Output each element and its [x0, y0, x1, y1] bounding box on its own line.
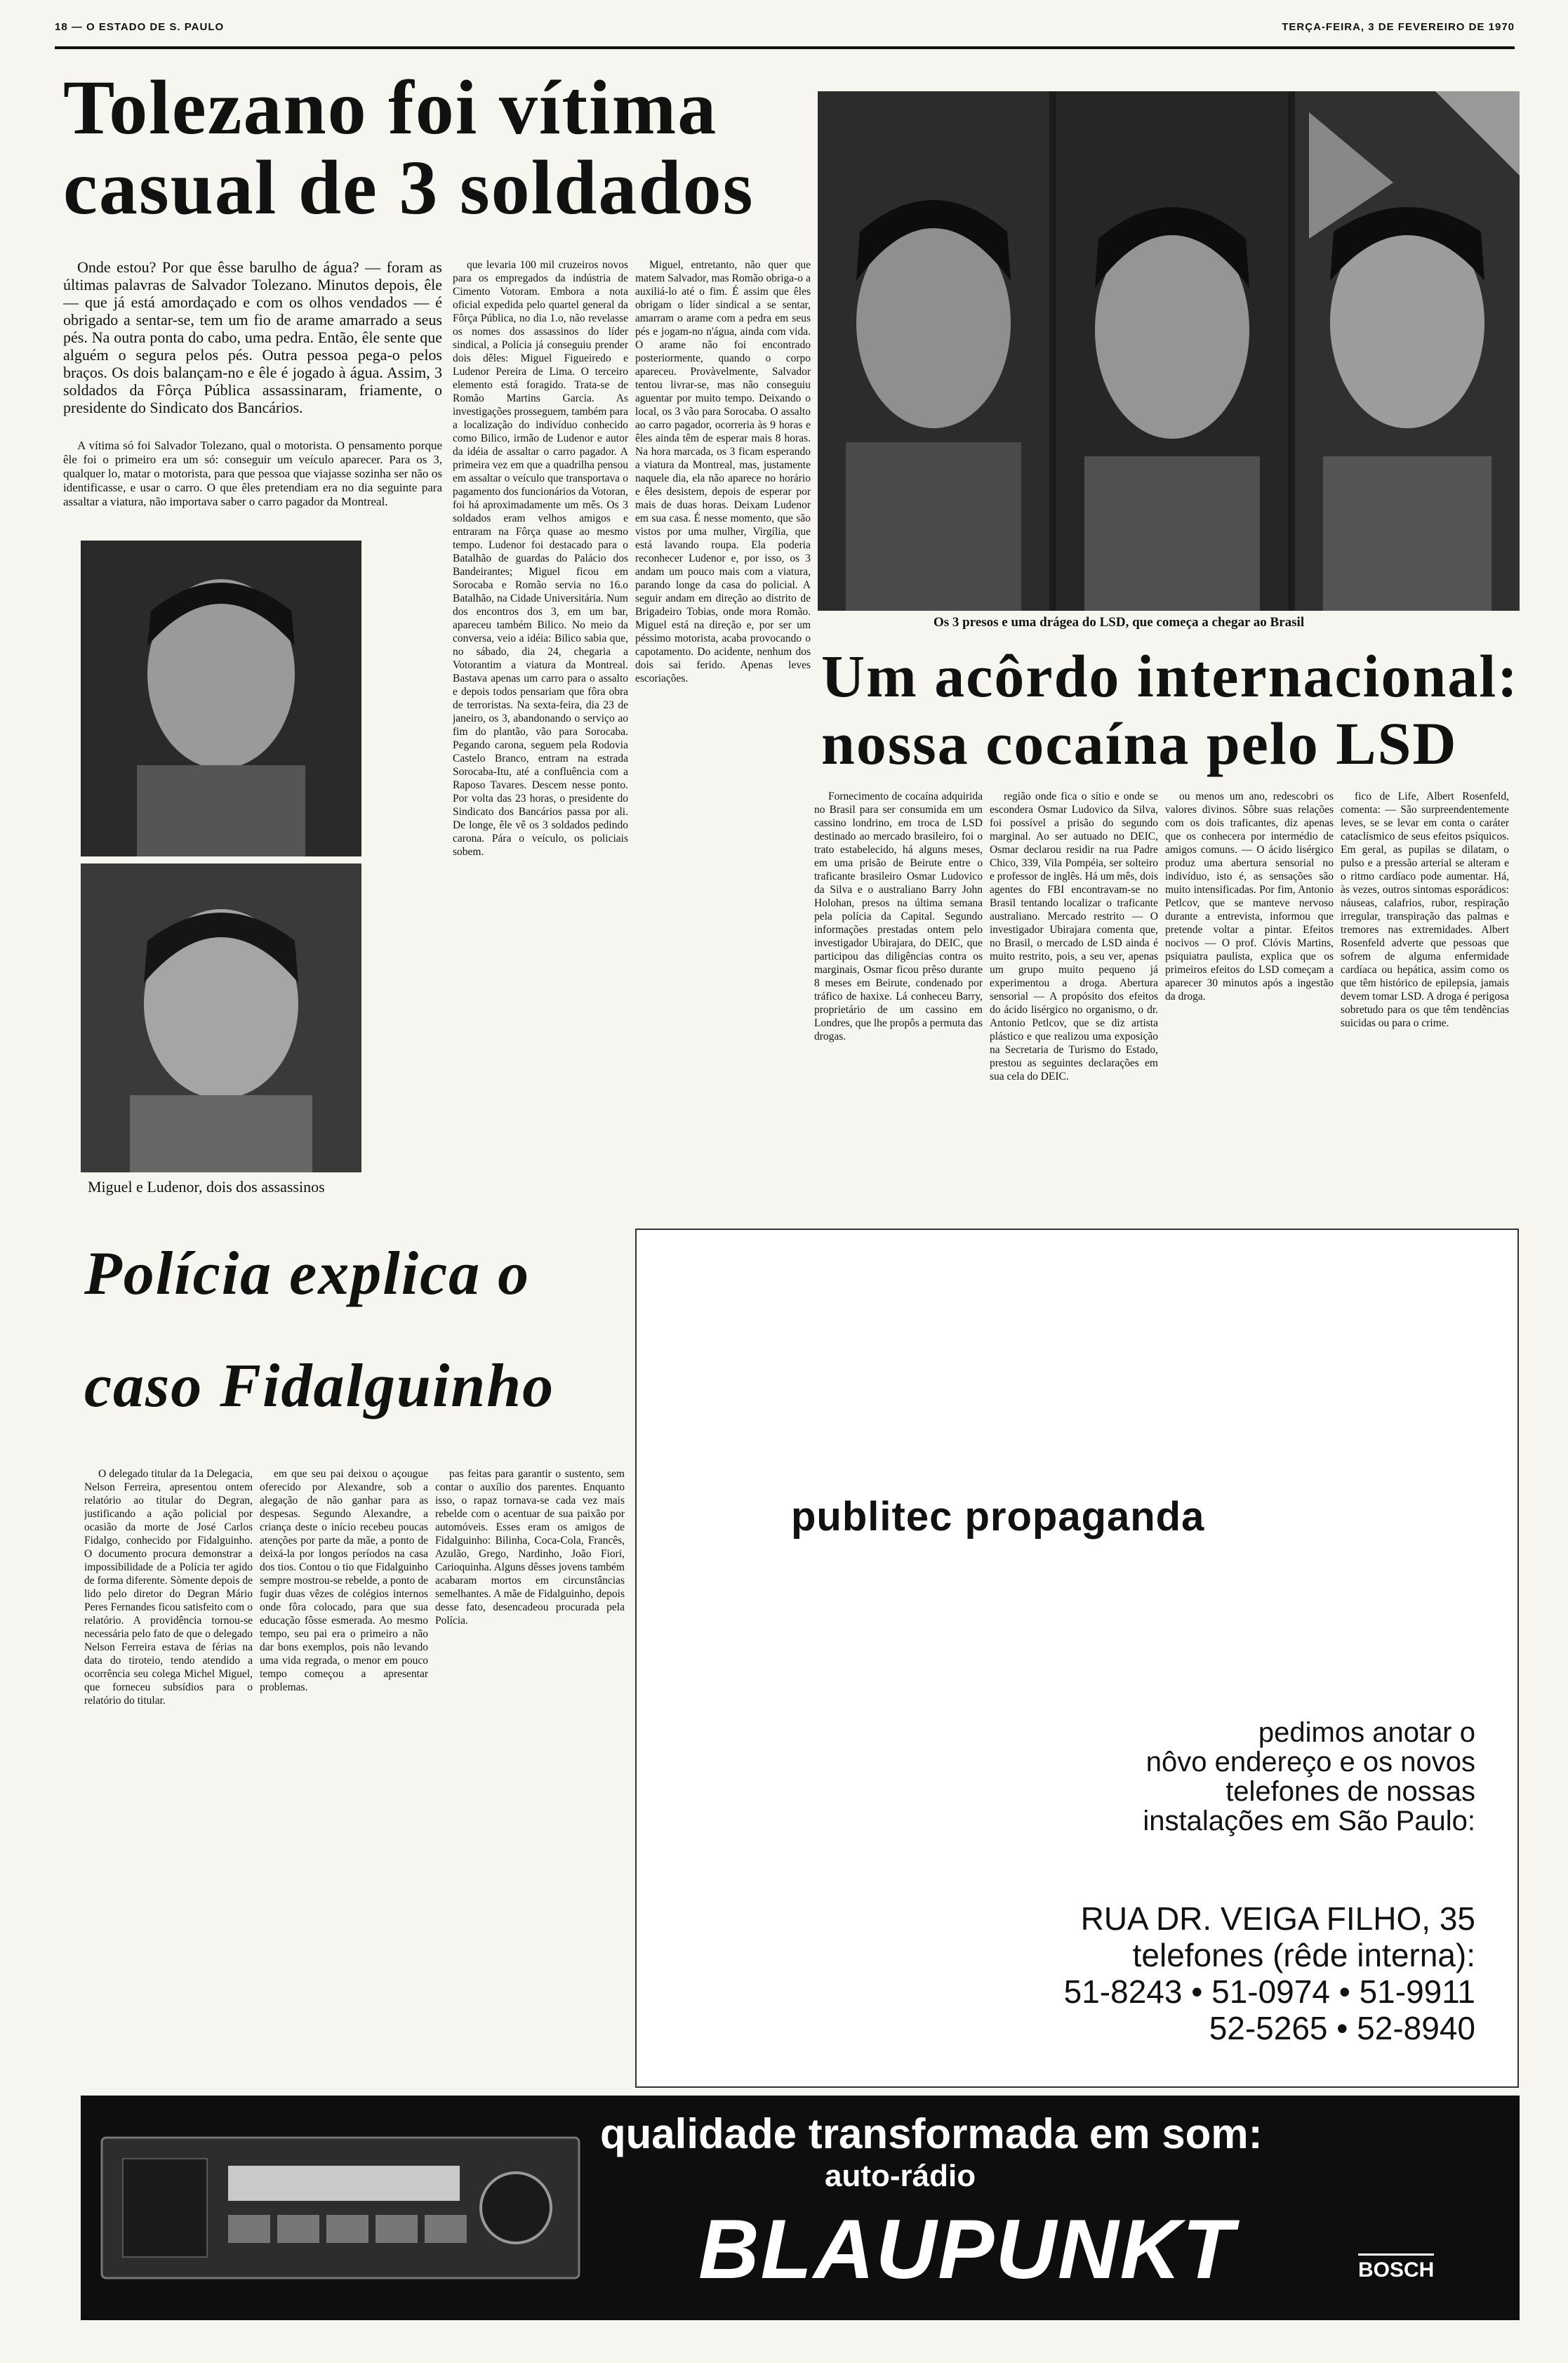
publitec-line3: telefones de nossas — [1225, 1776, 1475, 1807]
masthead — [55, 14, 1515, 42]
publitec-ad — [635, 1229, 1519, 2088]
publitec-phones1: 51-8243 • 51-0974 • 51-9911 — [1063, 1973, 1475, 2010]
suspects-photo — [818, 91, 1520, 611]
issue-date: TERÇA-FEIRA, 3 DE FEVEREIRO DE 1970 — [1282, 21, 1515, 33]
car-radio-icon — [95, 2124, 586, 2292]
story1-body1-text: A vítima só foi Salvador Tolezano, qual o motorista. O pensamento porque êle foi o primeiro era um só: conseguir um veículo aparecer. Para os 3, qualquer lo, matar o motorista, para que pessoa que viajasse sozinha ser não os identificasse, e usar o carro. O que êles pretendiam era no dia seguinte para assaltar a viatura, não importava saber o carro pagador da Montreal. — [63, 439, 442, 508]
bosch-logo: BOSCH — [1358, 2253, 1434, 2282]
story3-col2-text: em que seu pai deixou o açougue oferecido por Alexandre, sob a alegação de não ganhar para as despesas. Segundo Alexandre, a criança deste o início recebeu poucas atenções por parte da mãe, a ponto de deixá-la por longos períodos na casa dos tios. Contou o tio que Fidalguinho sempre mostrou-se rebelde, a ponto de fugir duas vêzes de colégios internos onde fôra colocado, para que sua educação fôsse esmerada. Ao mesmo tempo, seu pai era o primeiro a não dar bons exemplos, pois não levando uma vida regrada, o menor em pouco tempo começou a apresentar problemas. — [260, 1468, 428, 1693]
story2-col4 — [1341, 790, 1509, 1211]
story3-col2 — [260, 1467, 428, 2078]
story1-body2-text: que levaria 100 mil cruzeiros novos para os empregados da indústria de Cimento Votoram. Embora a nota oficial expedida pelo quartel general da Fôrça Pública, no dia 1.o, não revelasse os nomes dos assassinos do líder sindical, a Polícia já conseguiu prender dois dêles: Miguel Figueiredo e Ludenor Pereira de Lima. O terceiro elemento está foragido. Trata-se de Romão Martins Garcia. As investigações prosseguem, também para a localização do indivíduo conhecido como Bilico, irmão de Ludenor e autor da idéia de assaltar o carro pagador. A primeira vez em que a quadrilha pensou em assaltar o veículo que transportava o pagamento dos funcionários da Votoran, foi há aproximadamente um mês. Os 3 soldados eram velhos amigos e entraram na Fôrça quase ao mesmo tempo. Ludenor foi destacado para o Batalhão de guardas do Palácio dos Bandeirantes; Miguel ficou em Sorocaba e Romão servia no 16.o Batalhão, na Cidade Universitária. Num dos encontros dos 3, em um bar, apareceu também Bilico. No meio da conversa, veio a idéia: Bilico sabia que, no sábado, dia 24, chegaria a Votorantim a viatura da Montreal. Bastava apenas um carro para o assalto e depois todos pensariam que fôra obra de terroristas. Na sexta-feira, dia 23 de janeiro, os 3, abandonando o serviço ao fim do plantão, vão para Sorocaba. Pegando carona, seguem pela Rodovia Castelo Branco, entram na estrada Sorocaba-Itu, até a confluência com a Raposo Tavares. Descem nesse ponto. Por volta das 23 horas, o presidente do Sindicato dos Bancários passa por ali. De longe, êle vê os 3 soldados pedindo carona. Pára o veículo, os policiais sobem. — [453, 259, 628, 858]
blaupunkt-tagline: qualidade transformada em som: — [600, 2110, 1263, 2157]
photo-miguel — [81, 541, 361, 856]
blaupunkt-sub: auto-rádio — [825, 2159, 976, 2193]
blaupunkt-ad — [81, 2096, 1520, 2320]
story1-headline: Tolezano foi vítima casual de 3 soldados — [63, 65, 755, 231]
story1-body3 — [635, 258, 811, 1192]
publitec-brand: publitec propaganda — [791, 1494, 1205, 1540]
story2-col2-text: região onde fica o sítio e onde se escondera Osmar Ludovico da Silva, foi possível a prisão do segundo marginal. Ao ser autuado no DEIC, Osmar declarou residir na rua Padre Chico, 339, Vila Pompéia, ser solteiro e professor de inglês. Há um mês, dois agentes do FBI encontravam-se no Brasil tentando localizar o traficante australiano. Mercado restrito — O investigador Ubirajara comenta que, no Brasil, o mercado de LSD ainda é muito restrito, pois, a seu ver, apenas um grupo muito pequeno já experimentou a droga. Abertura sensorial — A propósito dos efeitos do ácido lisérgico no organismo, o dr. Antonio Petlcov, que se diz artista plástico e que realizou uma exposição na Secretaria de Turismo do Estado, prestou as seguintes declarações em sua cela do DEIC. — [990, 790, 1158, 1083]
publitec-contact — [914, 1900, 1475, 2046]
page-folio: 18 — O ESTADO DE S. PAULO — [55, 21, 225, 33]
story3-col3 — [435, 1467, 625, 2078]
story2-col1 — [814, 790, 983, 1211]
photo-ludenor — [81, 863, 361, 1172]
story1-photo-caption: Miguel e Ludenor, dois dos assassinos — [88, 1178, 325, 1196]
story2-col3 — [1165, 790, 1334, 1211]
story1-body2 — [453, 258, 628, 1192]
portrait-figure — [81, 541, 361, 856]
masthead-rule — [55, 46, 1515, 49]
story1-body1 — [63, 439, 442, 509]
publitec-line4: instalações em São Paulo: — [1143, 1806, 1475, 1836]
publitec-phones-label: telefones (rêde interna): — [1132, 1937, 1475, 1973]
publitec-line2: nôvo endereço e os novos — [1145, 1747, 1475, 1778]
publitec-notice — [914, 1718, 1475, 1836]
story2-col3-text: ou menos um ano, redescobri os valores divinos. Sôbre suas relações com os dois traficantes, diz apenas que os conhecera por intermédio de amigos comuns. — O ácido lisérgico produz uma abertura sensorial no indivíduo, isto é, as sensações são muito intensificadas. Por fim, Antonio Petlcov, que se manteve nervoso durante a entrevista, informou que pretende voltar a pintar. Efeitos nocivos — O prof. Clóvis Martins, psiquiatra paulista, explica que os primeiros efeitos do LSD começam a aparecer 30 minutos após a ingestão da droga. — [1165, 790, 1334, 1002]
story3-col1-text: O delegado titular da 1a Delegacia, Nelson Ferreira, apresentou ontem relatório ao titular do Degran, justificando a ação policial por ocasião da morte de José Carlos Fidalgo, conhecido por Fidalguinho. O documento procura demonstrar a impossibilidade de a Polícia ter agido de forma diferente. Sòmente depois de lido pelo diretor do Degran Mário Peres Fernandes ficou satisfeito com o relatório. A providência tornou-se necessária pelo fato de que o delegado Nelson Ferreira estava de férias na data do tiroteio, tendo atendido a ocorrência seu colega Michel Miguel, que forneceu subsídios para o relatório do titular. — [84, 1468, 253, 1707]
story1-lead-text: Onde estou? Por que êsse barulho de água? — foram as últimas palavras de Salvador Tolezano. Minutos depois, êle — que já está amordaçado e com os olhos vendados — é obrigado a sentar-se, tem um fio de arame amarrado a seus pés. Na outra ponta do cabo, uma pedra. Então, êle sente que alguém o segura pelos pés. Outra pessoa pega-o pelos braços. Os dois balançam-no e êle é jogado à água. Assim, 3 soldados da Fôrça Pública assassinaram, friamente, o presidente do Sindicato dos Bancários. — [63, 258, 442, 416]
story2-photo — [818, 91, 1520, 611]
publitec-phones2: 52-5265 • 52-8940 — [1209, 2010, 1475, 2046]
story2-col4-text: fico de Life, Albert Rosenfeld, comenta: — São surpreendentemente leves, se se levar em conta o caráter cataclísmico de seus efeitos psíquicos. Em geral, as pupilas se dilatam, o pulso e a pressão arterial se alteram e o ritmo cardíaco pode aumentar. Há, às vezes, outros sintomas esporádicos: náuseas, calafrios, rubor, respiração irregular, transpiração das palmas e tremores nas extremidades. Albert Rosenfeld adverte que pessoas que sofrem de alguma enfermidade cardíaca ou hepática, assim como os que têm histórico de epilepsia, jamais devem tomar LSD. A droga é perigosa sobretudo para os que têm tendências suicidas ou para o crime. — [1341, 790, 1509, 1029]
publitec-address: RUA DR. VEIGA FILHO, 35 — [1080, 1900, 1475, 1937]
story2-col2 — [990, 790, 1158, 1211]
story3-col3-text: pas feitas para garantir o sustento, sem contar o auxílio dos parentes. Enquanto isso, o rapaz tornava-se cada vez mais rebelde com o acentuar de sua paixão por automóveis. Esses eram os amigos de Fidalguinho: Bilinha, Coca-Cola, Francês, Azulão, Grego, Nardinho, João Fiori, Carioquinha. Alguns dêsses jovens também acabaram mortos em circunstâncias semelhantes. A mãe de Fidalguinho, depois desse fato, desencadeou procurada pela Polícia. — [435, 1468, 625, 1627]
story2-headline: Um acôrdo internacional: nossa cocaína pelo LSD — [821, 642, 1519, 777]
story1-lead — [63, 258, 442, 416]
story3-col1 — [84, 1467, 253, 2078]
publitec-line1: pedimos anotar o — [1258, 1717, 1475, 1748]
story2-col1-text: Fornecimento de cocaína adquirida no Brasil para ser consumida em um cassino londrino, em troca de LSD destinado ao mercado brasileiro, foi o trato estabelecido, há alguns meses, em uma prisão de Beirute entre o traficante brasileiro Osmar Ludovico da Silva e o australiano Barry John Holohan, presos na última semana pela polícia da Capital. Segundo informações prestadas ontem pelo investigador Ubirajara, do DEIC, que participou das diligências contra os marginais, Osmar ficou prêso durante 8 meses em Beirute, condenado por tráfico de haxixe. Lá conheceu Barry, proprietário de um cassino em Londres, que lhe propôs a permuta das drogas. — [814, 790, 983, 1042]
blaupunkt-brand: BLAUPUNKT — [698, 2202, 1235, 2296]
story2-photo-caption: Os 3 presos e uma drágea do LSD, que começa a chegar ao Brasil — [934, 615, 1305, 630]
story3-headline: Polícia explica o caso Fidalguinho — [84, 1240, 555, 1420]
portrait-figure — [81, 863, 361, 1172]
story1-body3-text: Miguel, entretanto, não quer que matem Salvador, mas Romão obriga-o a auxiliá-lo até o fim. É assim que êles obrigam o líder sindical a se sentar, amarram o arame com a pedra em seus pés e jogam-no n'água, ainda com vida. O arame não foi encontrado posteriormente, quando o corpo apareceu. Provàvelmente, Salvador tentou livrar-se, mas não conseguiu aguentar por muito tempo. Deixando o local, os 3 vão para Sorocaba. O assalto ao carro pagador, ocorreria às 9 horas e êles ainda têm de esperar mais 8 horas. Na hora marcada, os 3 ficam esperando a viatura da Montreal, mas, justamente naquele dia, ela não aparece no horário e êles desistem, depois de esperar por mais de duas horas. Deixam Ludenor em sua casa. É nesse momento, que são vistos por uma mulher, Virgília, que está lavando roupa. Ela poderia reconhecer Ludenor e, por isso, os 3 andam um pouco mais com a viatura, parando longe da casa do policial. A seguir andam em direção ao distrito de Brigadeiro Tobias, onde mora Romão. Miguel está na direção e, por ser um péssimo motorista, acaba provocando o capotamento. Do acidente, nenhum dos dois sai ferido. Apenas leves escoriações. — [635, 259, 811, 684]
